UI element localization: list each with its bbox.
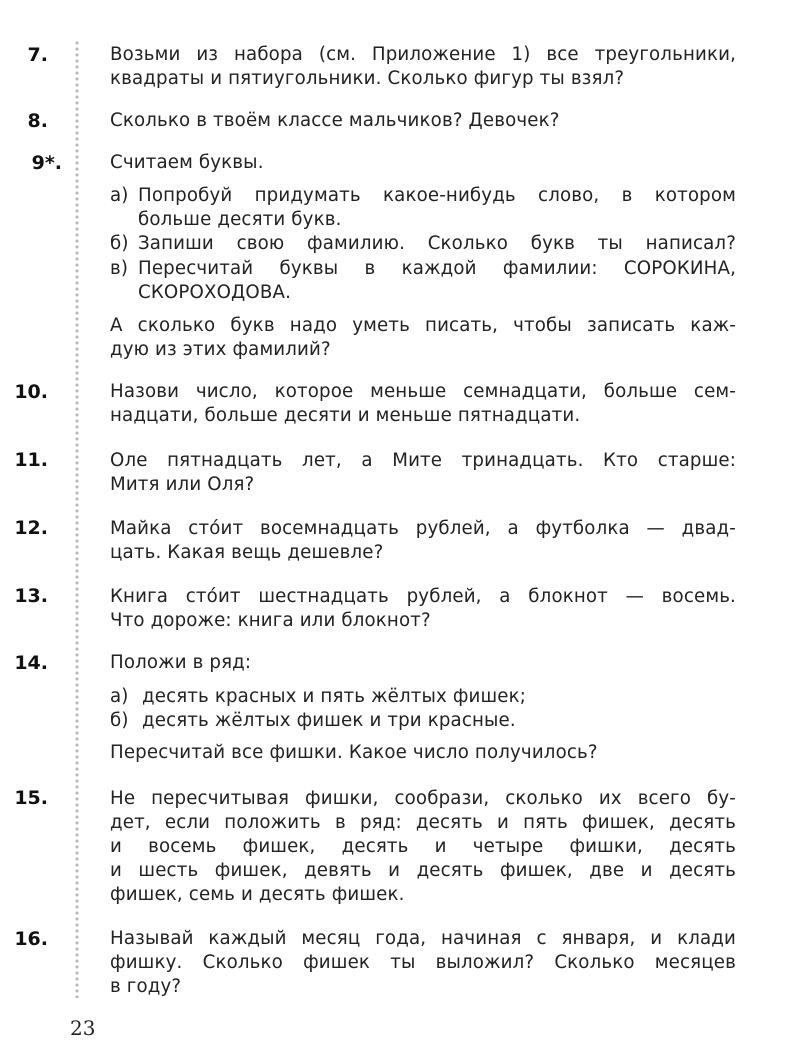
task-text-line: А сколько букв надо уметь писать, чтобы записать каж-	[110, 315, 736, 336]
task-text-line: и шесть фишек, девять и десять фишек, две и десять	[110, 860, 736, 881]
task-text-line: в году?	[110, 976, 182, 997]
subitem-label: в)	[110, 258, 129, 279]
task-text-line: фишек, семь и десять фишек.	[110, 884, 405, 905]
task-number: 9*.	[31, 152, 62, 174]
margin-dotted-line	[74, 40, 80, 998]
task-text-line: дет, если положить в ряд: десять и пять фишек, десять	[110, 812, 736, 833]
task-number: 11.	[14, 449, 48, 471]
task-text-line: Майка сто́ит восемнадцать рублей, а футболка — двад-	[110, 518, 736, 539]
subitem-label: а)	[110, 185, 129, 206]
task-text-line: Книга сто́ит шестнадцать рублей, а блокнот — восемь.	[110, 586, 736, 607]
task-text-line: Называй каждый месяц года, начиная с января, и клади	[110, 928, 736, 949]
task-text-line: надцати, больше десяти и меньше пятнадцати.	[110, 405, 581, 426]
task-text-line: дую из этих фамилий?	[110, 339, 331, 360]
task-text-line: Считаем буквы.	[110, 152, 264, 173]
task-text-line: Положи в ряд:	[110, 652, 252, 673]
task-number: 13.	[14, 585, 48, 607]
task-text-line: цать. Какая вещь дешевле?	[110, 542, 384, 563]
subitem-label: а)	[110, 686, 129, 707]
task-number: 14.	[14, 652, 48, 674]
task-text-line: Оле пятнадцать лет, а Мите тринадцать. Кто старше:	[110, 450, 736, 471]
task-text-line: Что дороже: книга или блокнот?	[110, 610, 431, 631]
subitem-text: СКОРОХОДОВА.	[138, 282, 292, 303]
task-number: 10.	[14, 381, 48, 403]
task-number: 8.	[27, 110, 48, 132]
subitem-text: Попробуй придумать какое-нибудь слово, в котором	[138, 185, 736, 206]
subitem-label: б)	[110, 710, 129, 731]
subitem-text: Пересчитай буквы в каждой фамилии: СОРОКИНА,	[138, 258, 736, 279]
task-number: 15.	[14, 787, 48, 809]
task-text-line: Не пересчитывая фишки, сообрази, сколько их всего бу-	[110, 788, 736, 809]
task-text-line: и восемь фишек, десять и четыре фишки, десять	[110, 836, 736, 857]
task-text-line: Митя или Оля?	[110, 474, 255, 495]
subitem-text: больше десяти букв.	[138, 209, 342, 230]
task-number: 7.	[27, 44, 48, 66]
page-number: 23	[70, 1016, 96, 1040]
task-text-line: Назови число, которое меньше семнадцати, больше сем-	[110, 381, 736, 402]
subitem-text: десять красных и пять жёлтых фишек;	[142, 686, 527, 707]
task-text-line: Возьми из набора (см. Приложение 1) все треугольники,	[110, 44, 736, 65]
task-text-line: фишку. Сколько фишек ты выложил? Сколько месяцев	[110, 952, 736, 973]
task-text-line: квадраты и пятиугольники. Сколько фигур ты взял?	[110, 68, 625, 89]
task-number: 12.	[14, 517, 48, 539]
subitem-text: Запиши свою фамилию. Сколько букв ты написал?	[138, 233, 736, 254]
subitem-text: десять жёлтых фишек и три красные.	[142, 710, 516, 731]
subitem-label: б)	[110, 233, 129, 254]
task-text-line: Сколько в твоём классе мальчиков? Девочек?	[110, 110, 560, 131]
task-number: 16.	[14, 928, 48, 950]
task-text-line: Пересчитай все фишки. Какое число получилось?	[110, 742, 598, 763]
